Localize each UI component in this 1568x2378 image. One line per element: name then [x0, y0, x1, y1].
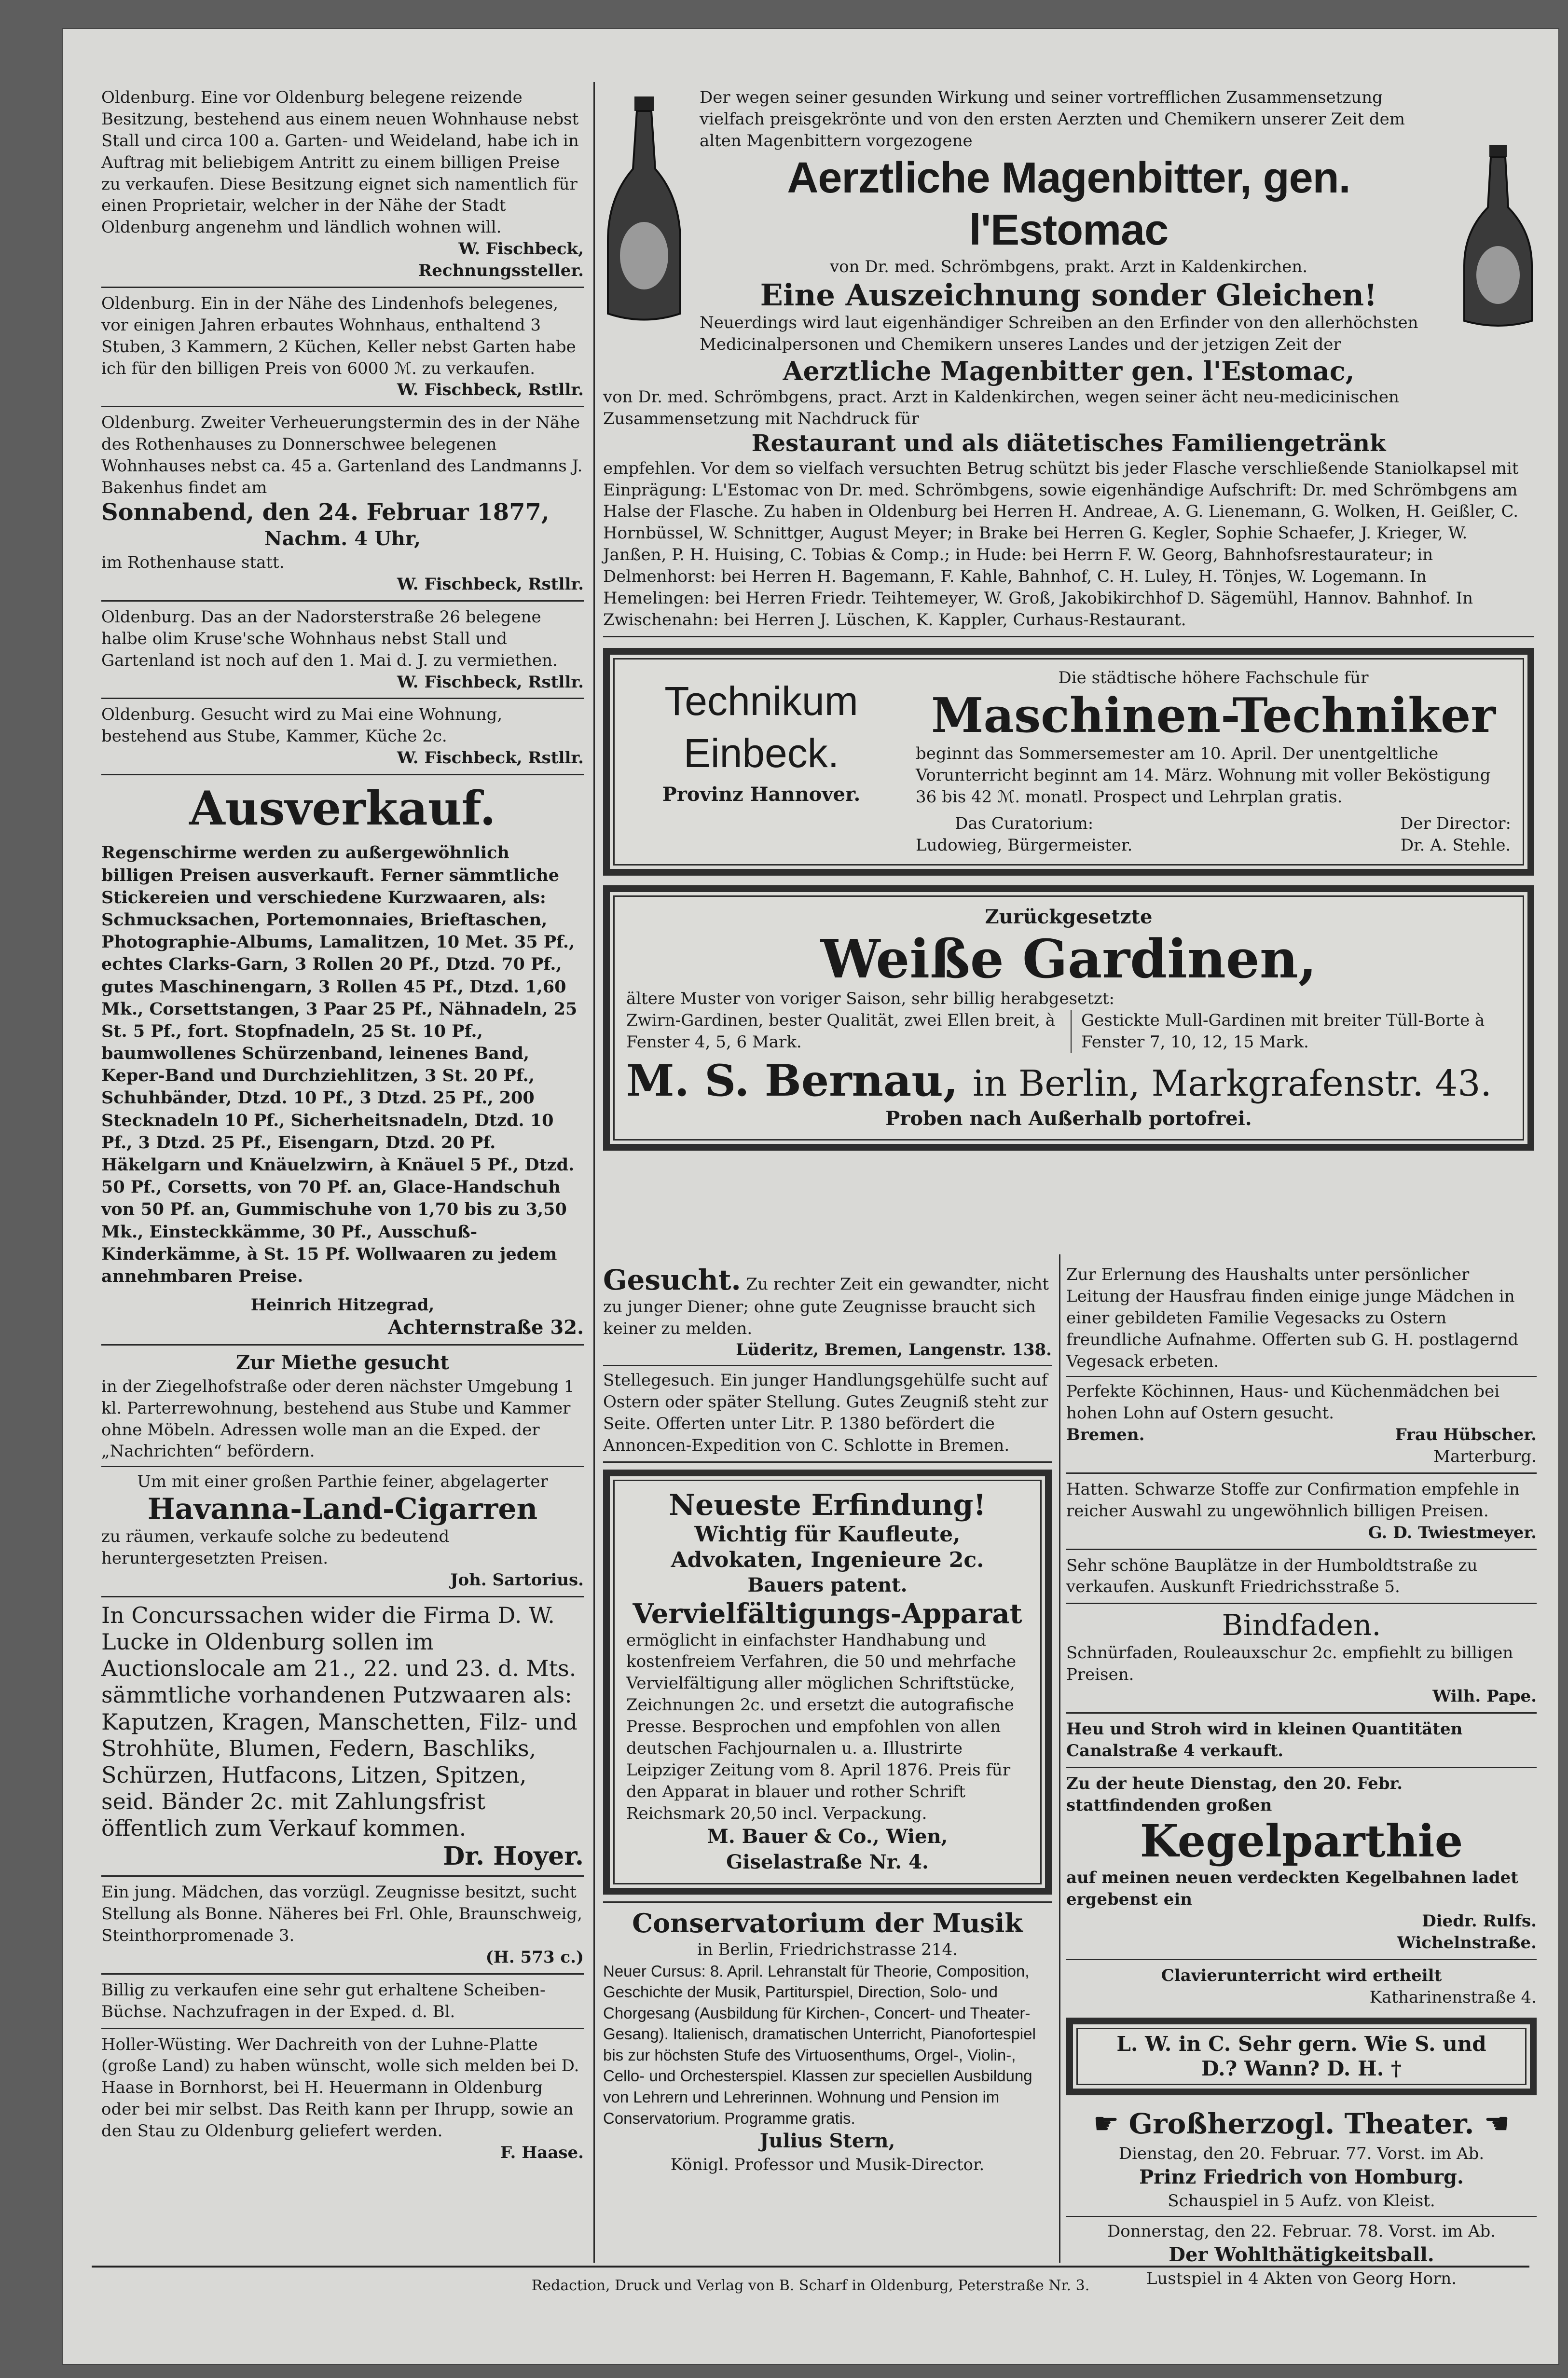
bottle-icon: [603, 96, 685, 323]
imprint-footer: Redaction, Druck und Verlag von B. Scharf in Oldenburg, Peterstraße Nr. 3.: [531, 2277, 1090, 2294]
ad-signature: M. Bauer & Co., Wien,: [707, 1825, 948, 1848]
ad-vermiethen: Oldenburg. Das an der Nadorsterstraße 26 belegene halbe olim Kruse'sche Wohnhaus nebst Stall und Gartenland ist noch auf den 1. Mai d. J. zu vermiethen.: [101, 607, 558, 670]
ad-signature: Giselastraße Nr. 4.: [726, 1851, 929, 1874]
technikum-province: Provinz Hannover.: [662, 783, 861, 806]
ad-signature: G. D. Twiestmeyer.: [1368, 1523, 1537, 1542]
ad-signature: W. Fischbeck,: [458, 239, 584, 259]
miethe-text: in der Ziegelhofstraße oder deren nächster Umgebung 1 kl. Parterrewohnung, bestehend aus Stube und Kammer ohne Möbeln. Adressen wolle man an die Exped. der „Nachrichten“ befördern.: [101, 1376, 575, 1461]
gardinen-addr: in Berlin, Markgrafenstr. 43.: [973, 1063, 1492, 1105]
column-right-top: [603, 87, 1534, 1151]
technikum-head: Die städtische höhere Fachschule für: [1058, 668, 1369, 687]
ad-signature: Marterburg.: [1433, 1447, 1537, 1466]
ad-signature: Wichelnstraße.: [1397, 1933, 1537, 1952]
estomac-title2: Aerztliche Magenbitter gen. l'Estomac,: [783, 355, 1355, 386]
pointing-hand-icon: ☛: [1093, 2107, 1119, 2141]
havanna-title: Havanna-Land-Cigarren: [147, 1492, 538, 1526]
theater-play: Prinz Friedrich von Homburg.: [1139, 2166, 1464, 2189]
miethe-title: Zur Miethe gesucht: [235, 1351, 450, 1375]
clavier-addr: Katharinenstraße 4.: [1369, 1987, 1537, 2007]
gesucht-title: Gesucht.: [603, 1264, 741, 1296]
ad-signature: W. Fischbeck, Rstllr.: [397, 748, 584, 768]
estomac-title: Aerztliche Magenbitter, gen. l'Estomac: [787, 153, 1350, 254]
ausverkauf-text: Regenschirme werden zu außergewöhnlich billigen Preisen ausverkauft. Ferner sämmtliche Stickereien und verschiedene Kurzwaaren, als: Schmucksachen, Portemonnaies, Brieftaschen, Photographie-Albums, Lamalitzen, 10 Met. 35 Pf., echtes Clarks-Garn, 3 Rollen 20 Pf., Dtzd. 70 Pf., gutes Maschinengarn, 3 Rollen 45 Pf., Dtzd. 1,60 Mk., Corsettstangen, 3 Paar 25 Pf., Nähnadeln, 25 St. 5 Pf., fort. Stopfnadeln, 25 St. 10 Pf., baumwollenes Schürzenband, leinenes Band, Keper-Band und Durchziehlitzen, 3 St. 20 Pf., Schuhbänder, Dtzd. 10 Pf., 3 Dtzd. 25 Pf., 200 Stecknadeln 10 Pf., Sicherheitsnadeln, Dtzd. 10 Pf., 3 Dtzd. 25 Pf., Eisengarn, Dtzd. 20 Pf. Häkelgarn und Knäuelzwirn, à Knäuel 5 Pf., Dtzd. 50 Pf., Corsetts, von 70 Pf. an, Glace-Handschuh von 50 Pf. an, Gummischuhe von 1,70 bis zu 3,50 Mk., Einsteckkämme, 30 Pf., Ausschuß-Kinderkämme, à St. 15 Pf. Wollwaaren zu jedem annehmbaren Preise.: [101, 843, 578, 1286]
ad-signature: Lüderitz, Bremen, Langenstr. 138.: [736, 1340, 1052, 1360]
erfindung-sub2: Bauers patent.: [747, 1574, 908, 1597]
koechinnen-text: Perfekte Köchinnen, Haus- und Küchenmädchen bei hohen Lohn auf Ostern gesucht.: [1066, 1382, 1500, 1423]
notice-line: D.? Wann? D. H. †: [1201, 2056, 1402, 2080]
ad-signature: Joh. Sartorius.: [450, 1570, 584, 1590]
ad-gesucht-wohnung: Oldenburg. Gesucht wird zu Mai eine Wohnung, bestehend aus Stube, Kammer, Küche 2c.: [101, 705, 503, 746]
gardinen-right: Gestickte Mull-Gardinen mit breiter Tüll-Borte à Fenster 7, 10, 12, 15 Mark.: [1071, 1010, 1511, 1053]
ausverkauf-title: Ausverkauf.: [189, 781, 496, 836]
erfindung-title: Neueste Erfindung!: [669, 1488, 986, 1522]
concurs-text: In Concurssachen wider die Firma D. W. Lucke in Oldenburg sollen im Auctionslocale am 21., 22. und 23. d. Mts. sämmtliche vorhandenen Putzwaaren als: Kaputzen, Kragen, Manschetten, Filz- und Strohhüte, Blumen, Federn, Baschliks, Schürzen, Hutfacons, Litzen, Spitzen, seid. Bänder 2c. mit Zahlungsfrist öffentlich zum Verkauf kommen.: [101, 1602, 578, 1842]
estomac-text4: empfehlen. Vor dem so vielfach versuchten Betrug schützt bis jeder Flasche verschließende Staniolkapsel mit Einprägung: L'Estomac von Dr. med. Schrömbgens, sowie eigenhändige Aufschrift: Dr. med Schrömbgens am Halse der Flasche. Zu haben in Oldenburg bei Herren H. Andreae, A. G. Lienemann, G. Wolken, H. Geißler, C. Hornbüssel, W. Schnittger, August Meyer; in Brake bei Herren G. Kegler, Sophie Schaefer, J. Krieger, W. Janßen, P. H. Huising, C. Tobias & Comp.; in Hude: bei Herrn F. W. Georg, Bahnhofsrestaurateur; in Delmenhorst: bei Herren H. Bagemann, F. Kahle, Bahnhof, C. H. Luley, H. Tönjes, W. Logemann. In Hemelingen: bei Herren Friedr. Teihtemeyer, W. Groß, Jakobikirchhof D. Sägemühl, Hannov. Bahnhof. In Zwischenahn: bei Herren J. Lüschen, K. Kappler, Curhaus-Restaurant.: [603, 458, 1519, 630]
conservatorium-text: Neuer Cursus: 8. April. Lehranstalt für Theorie, Composition, Geschichte der Musik, Partiturspiel, Direction, Solo- und Chorgesang (Ausbildung für Kirchen-, Concert- und Theater-Gesang). Italienisch, dramatischen Unterricht, Pianofortespiel bis zur höchsten Stufe des Virtuosenthums, Orgel-, Violin-, Cello- und Orchesterspiel. Klassen zur speciellen Ausbildung von Lehrern und Lehrerinnen. Wohnung und Pension im Conservatorium. Programme gratis.: [603, 1962, 1036, 2127]
gesucht-text: Zu rechter Zeit ein gewandter, nicht zu junger Diener; ohne gute Zeugnisse braucht sich keiner zu melden.: [603, 1275, 1049, 1338]
theater-title: Großherzogl. Theater.: [1128, 2107, 1474, 2140]
technikum-title: Maschinen-Techniker: [931, 687, 1496, 743]
kegel-text: auf meinen neuen verdeckten Kegelbahnen ladet ergebenst ein: [1066, 1868, 1519, 1910]
ad-ref: (H. 573 c.): [485, 1947, 584, 1967]
director-name: Dr. A. Stehle.: [1400, 835, 1511, 855]
technikum-box: [603, 648, 1534, 876]
conservatorium-title: Conservatorium der Musik: [632, 1908, 1023, 1939]
kegel-title: Kegelparthie: [1140, 1815, 1463, 1868]
gardinen-foot: Proben nach Außerhalb portofrei.: [885, 1107, 1252, 1130]
curatorium-name: Ludowieg, Bürgermeister.: [916, 835, 1133, 855]
bottle-icon: [1462, 145, 1534, 328]
gardinen-sub: ältere Muster von voriger Saison, sehr billig herabgesetzt:: [626, 989, 1114, 1009]
ad-signature: Diedr. Rulfs.: [1422, 1911, 1537, 1931]
clavier-text: Clavierunterricht wird ertheilt: [1161, 1966, 1442, 1985]
ad-signature: Wilh. Pape.: [1432, 1687, 1537, 1706]
theater-line: Donnerstag, den 22. Februar. 78. Vorst. im Ab.: [1107, 2221, 1496, 2241]
ad-signature: W. Fischbeck, Rstllr.: [397, 380, 584, 400]
ad-signature: Rechnungssteller.: [418, 261, 584, 280]
theater-line: Dienstag, den 20. Februar. 77. Vorst. im Ab.: [1118, 2144, 1485, 2164]
technikum-city: Einbeck.: [683, 730, 839, 776]
column-left: [101, 87, 584, 2164]
column-right-bottom: [1066, 1264, 1537, 2289]
erfindung-text: ermöglicht in einfachster Handhabung und kostenfreiem Verfahren, die 50 und mehrfache Vervielfältigung aller möglichen Schriftstücke, Zeichnungen 2c. und ersetzt die autografische Presse. Besprochen und empfohlen von allen deutschen Fachjournalen u. a. Illustrirte Leipziger Zeitung vom 8. April 1876. Preis für den Apparat in blauer und rother Schrift Reichsmark 20,50 incl. Verpackung.: [626, 1630, 1017, 1823]
column-rule-1: [593, 82, 595, 2263]
haushalt-text: Zur Erlernung des Haushalts unter persönlicher Leitung der Hausfrau finden einige junge Mädchen in einer gebildeten Familie Vegesacks zu Ostern freundliche Aufnahme. Offerten sub G. H. postlagernd Vegesack erbeten.: [1066, 1265, 1519, 1371]
estomac-title3: Restaurant und als diätetisches Familiengetränk: [751, 430, 1386, 457]
ad-signature: W. Fischbeck, Rstllr.: [397, 672, 584, 692]
column-rule-2: [1059, 1254, 1060, 2263]
ad-signature: W. Fischbeck, Rstllr.: [397, 575, 584, 594]
conservatorium-place: in Berlin, Friedrichstrasse 214.: [697, 1939, 958, 1959]
heu-text: Heu und Stroh wird in kleinen Quantitäten Canalstraße 4 verkauft.: [1066, 1719, 1463, 1760]
estomac-text3: von Dr. med. Schrömbgens, pract. Arzt in Kaldenkirchen, wegen seiner ächt neu-medicinischen Zusammensetzung mit Nachdruck für: [603, 387, 1399, 429]
ad-verheuerung: Oldenburg. Zweiter Verheuerungstermin des in der Nähe des Rothenhauses zu Donnerschwee belegenen Wohnhauses nebst ca. 45 a. Gartenland des Landmanns J. Bakenhus findet am: [101, 413, 583, 497]
column-middle: [603, 1264, 1052, 2176]
buechse-text: Billig zu verkaufen eine sehr gut erhaltene Scheiben-Büchse. Nachzufragen in der Exped. d. Bl.: [101, 1980, 546, 2021]
curatorium-label: Das Curatorium:: [955, 813, 1094, 833]
gardinen-left: Zwirn-Gardinen, bester Qualität, zwei Ellen breit, à Fenster 4, 5, 6 Mark.: [626, 1011, 1056, 1052]
ad-signature: Königl. Professor und Musik-Director.: [670, 2155, 985, 2174]
pointing-hand-icon: ☚: [1484, 2107, 1510, 2141]
estomac-by: von Dr. med. Schrömbgens, prakt. Arzt in Kaldenkirchen.: [829, 257, 1308, 276]
ad-signature: Julius Stern,: [759, 2130, 895, 2153]
theater-play: Der Wohlthätigkeitsball.: [1169, 2243, 1434, 2266]
ad-signature: Heinrich Hitzegrad,: [250, 1295, 435, 1315]
gardinen-head: Zurückgesetzte: [985, 905, 1153, 928]
technikum-text: beginnt das Sommersemester am 10. April. Der unentgeltliche Vorunterricht beginnt am 14. März. Wohnung mit voller Beköstigung 36 bis 42 ℳ. monatl. Prospect und Lehrplan gratis.: [916, 744, 1491, 807]
bindfaden-title: Bindfaden.: [1222, 1608, 1381, 1643]
ad-signature: Frau Hübscher.: [1395, 1425, 1537, 1445]
estomac-text2: Neuerdings wird laut eigenhändiger Schreiben an den Erfinder von den allerhöchsten Medicinalpersonen und Chemikern unseres Landes und der jetzigen Zeit der: [700, 313, 1418, 354]
technikum-name: Technikum: [664, 678, 858, 724]
notice-line: L. W. in C. Sehr gern. Wie S. und: [1116, 2032, 1486, 2056]
gardinen-firm: M. S. Bernau,: [626, 1055, 959, 1107]
theater-note: Lustspiel in 4 Akten von Georg Horn.: [1146, 2268, 1457, 2288]
ad-date: Sonnabend, den 24. Februar 1877,: [101, 498, 550, 526]
maedchen-text: Ein jung. Mädchen, das vorzügl. Zeugnisse besitzt, sucht Stellung als Bonne. Näheres bei Frl. Ohle, Braunschweig, Steinthorpromenade 3.: [101, 1883, 582, 1946]
erfindung-box: [603, 1470, 1052, 1895]
gardinen-box: [603, 885, 1534, 1151]
newspaper-page: [63, 29, 1558, 2364]
ad-place: Bremen.: [1066, 1425, 1145, 1445]
holler-text: Holler-Wüsting. Wer Dachreith von der Luhne-Platte (große Land) zu haben wünscht, wolle sich melden bei D. Haase in Bornhorst, bei H. Heuermann in Oldenburg oder bei mir selbst. Das Reith kann per Ihrupp, sowie an den Stau zu Oldenburg geliefert werden.: [101, 2034, 579, 2141]
estomac-award: Eine Auszeichnung sonder Gleichen!: [760, 277, 1377, 313]
bindfaden-text: Schnürfaden, Rouleauxschur 2c. empfiehlt zu billigen Preisen.: [1066, 1643, 1513, 1685]
ad-place: im Rothenhause statt.: [101, 553, 285, 573]
ad-signature: Dr. Hoyer.: [443, 1841, 584, 1871]
notice-box: [1066, 2018, 1537, 2095]
ad-signature: F. Haase.: [500, 2143, 584, 2162]
ad-time: Nachm. 4 Uhr,: [264, 527, 421, 550]
stelle-text: Stellegesuch. Ein junger Handlungsgehülfe sucht auf Ostern oder später Stellung. Gutes Zeugniß steht zur Seite. Offerten unter Litr. P. 1380 befördert die Annoncen-Expedition von C. Schlotte in Bremen.: [603, 1371, 1048, 1455]
bottom-rule: [92, 2266, 1529, 2268]
ad-wohnhaus: Oldenburg. Ein in der Nähe des Lindenhofs belegenes, vor einigen Jahren erbautes Wohnhaus, enthaltend 3 Stuben, 3 Kammern, 2 Küchen, Keller nebst Garten habe ich für den billigen Preis von 6000 ℳ. zu verkaufen.: [101, 293, 576, 378]
hatten-text: Hatten. Schwarze Stoffe zur Confirmation empfehle in reicher Auswahl zu ungewöhnlich billigen Preisen.: [1066, 1479, 1520, 1521]
theater-note: Schauspiel in 5 Aufz. von Kleist.: [1168, 2191, 1435, 2211]
havanna-pre: Um mit einer großen Parthie feiner, abgelagerter: [137, 1472, 548, 1492]
ad-besitzung: Oldenburg. Eine vor Oldenburg belegene reizende Besitzung, bestehend aus einem neuen Wohnhause nebst Stall und circa 100 a. Garten- und Weideland, habe ich in Auftrag mit beliebigem Antritt zu einem billigen Preise zu verkaufen. Diese Besitzung eignet sich namentlich für einen Proprietair, welcher in der Nähe der Stadt Oldenburg angenehm und ländlich wohnen will.: [101, 88, 579, 237]
erfindung-sub1: Wichtig für Kaufleute, Advokaten, Ingenieure 2c.: [671, 1522, 984, 1572]
estomac-intro: Der wegen seiner gesunden Wirkung und seiner vortrefflichen Zusammensetzung vielfach preisgekrönte und von den ersten Aerzten und Chemikern unserer Zeit dem alten Magenbittern vorgezogene: [700, 88, 1405, 151]
bauplaetze-text: Sehr schöne Bauplätze in der Humboldtstraße zu verkaufen. Auskunft Friedrichsstraße 5.: [1066, 1555, 1478, 1597]
ad-signature: Achternstraße 32.: [388, 1316, 584, 1339]
kegel-pre: Zu der heute Dienstag, den 20. Febr. stattfindenden großen: [1066, 1773, 1403, 1815]
havanna-text: zu räumen, verkaufe solche zu bedeutend heruntergesetzten Preisen.: [101, 1527, 450, 1568]
director-label: Der Director:: [1400, 813, 1511, 833]
erfindung-title2: Vervielfältigungs-Apparat: [633, 1598, 1022, 1630]
gardinen-title: Weiße Gardinen,: [820, 928, 1317, 990]
